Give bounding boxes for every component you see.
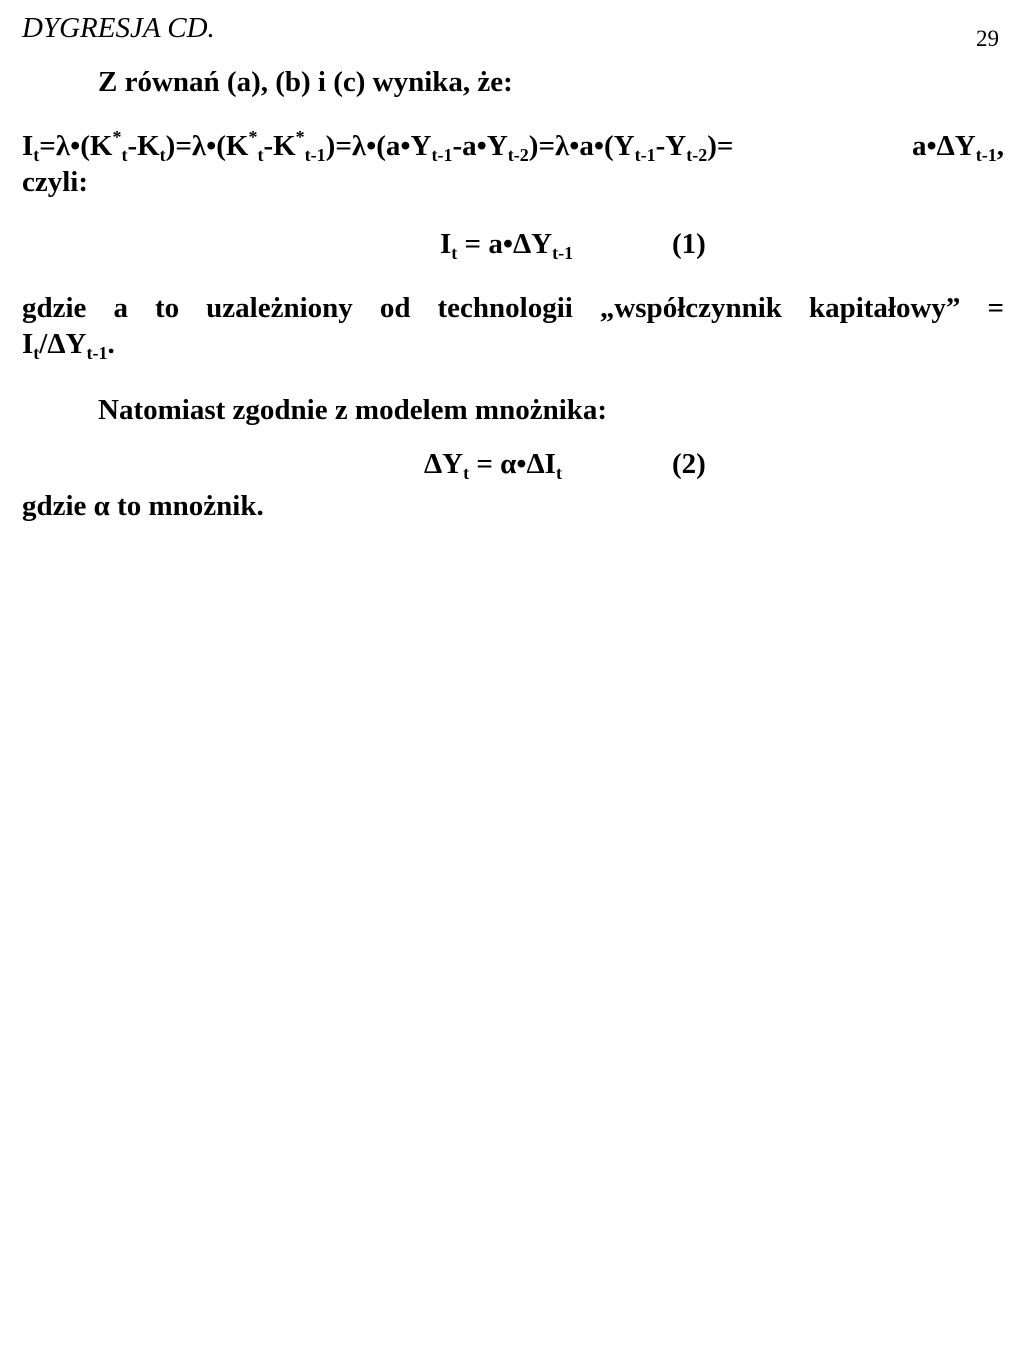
equation-1: $I_t$ = $a•\Delta Y_{t-1}$ [440, 228, 574, 263]
derivation-paragraph [22, 128, 1004, 200]
derivation-line: $I_t=\lambda•(K^*_t-K_t)=\lambda•(K^*_t-K^*_{t-1})=\lambda•(a•Y_{t-1}-a•Y_{t-2})=\lambda•a•(Y_{t-1}-Y_{t-2})=$ $a•\Delta Y_{t-1}$, [22, 127, 1004, 165]
definition-paragraph [22, 290, 1004, 362]
equation-1-label: (1) [672, 228, 706, 260]
definition-line-1: gdzie a to uzależniony od technologii „współczynnik kapitałowy” = [22, 292, 1004, 324]
derivation-continuation: czyli: [22, 166, 89, 198]
header-title: DYGRESJA CD. [22, 12, 215, 44]
equation-2: $\Delta Y_t$ = $\alpha•\Delta I_t$ [424, 448, 562, 483]
multiplier-intro: Natomiast zgodnie z modelem mnożnika: [98, 394, 608, 426]
page-number: 29 [976, 26, 999, 51]
closing-paragraph: gdzie α to mnożnik. [22, 490, 264, 522]
definition-line-2: $I_t/\Delta Y_{t-1}$. [22, 328, 115, 363]
intro-paragraph: Z równań (a), (b) i (c) wynika, że: [98, 66, 513, 98]
equation-2-label: (2) [672, 448, 706, 480]
